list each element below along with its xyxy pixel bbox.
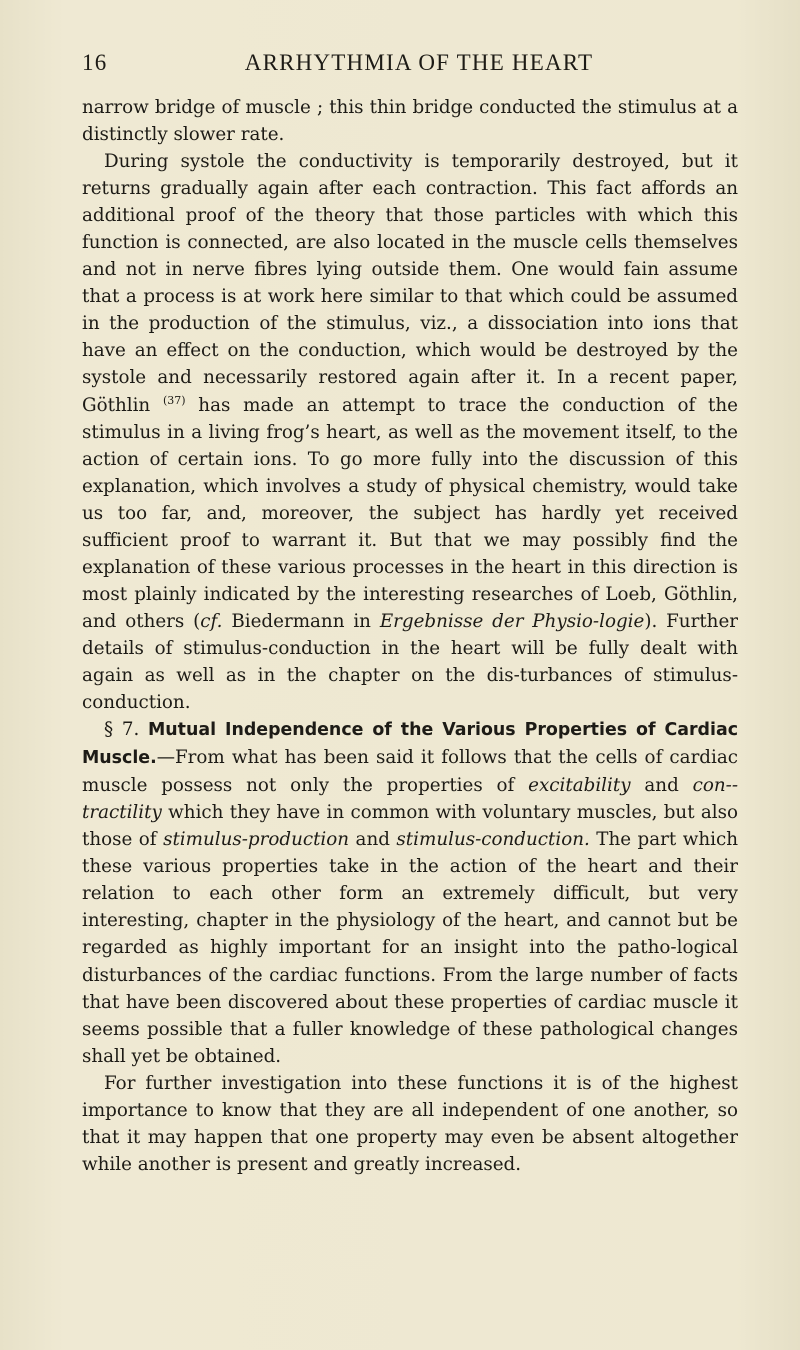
italic-term: excitability [528, 775, 631, 797]
body-text [82, 94, 738, 1178]
paragraph-text: —From what has been said it follows that the cells of cardiac muscle possess not only the properties of [82, 747, 738, 797]
page-number: 16 [82, 50, 108, 75]
paragraph-text: and [644, 775, 679, 797]
running-head [82, 50, 738, 78]
paragraph-text: During systole the conductivity is temporarily destroyed, but it returns gradually again after each contraction. This fact affords an additional proof of the theory that those particles with which this function is connected, are also located in the muscle cells themselves and not in nerve fibres lying outside them. One would fain assume that a process is at work here similar to that which could be assumed in the production of the stimulus, viz., a dissociation into ions that have an effect on the conduction, which would be destroyed by the systole and necessarily restored again after it. In a recent paper, Göthlin [82, 151, 738, 416]
paragraph-conductivity [82, 148, 738, 716]
italic-cf: cf. [200, 610, 223, 632]
paragraph-section-7 [82, 716, 738, 1070]
paragraph-continuation [82, 94, 738, 148]
italic-work-title: Ergebnisse der Physio-logie [379, 610, 645, 632]
paragraph-text: has made an attempt to trace the conduction of the stimulus in a living frog’s heart, as well as the movement itself, to the action of certain ions. To go more fully into the discussion of this explanation, which involves a study of physical chemistry, would take us too far, and, moreover, the subject has hardly yet received sufficient proof to warrant it. But that we may possibly find the explanation of these various processes in the heart in this direction is most plainly indicated by the interesting researches of Loeb, Göthlin, and others ( [82, 394, 739, 632]
paragraph-text: For further investigation into these functions it is of the highest importance to know that they are all independent of one another, so that it may happen that one property may even be absent altogether while another is present and greatly increased. [82, 1072, 738, 1175]
section-number: § 7. [104, 719, 140, 741]
section-heading: Mutual Independence of the Various Properties of Cardiac Muscle. [82, 720, 738, 769]
italic-term: stimulus-production [163, 829, 350, 851]
paragraph-text: The part which these various properties take in the action of the heart and their relation to each other form an extremely difficult, but very interesting, chapter in the physiology of the heart, and cannot but be regarded as highly important for an insight into the patho-logical disturbances of the cardiac functions. From the large number of facts that have been discovered about these properties of cardiac muscle it seems possible that a fuller knowledge of these pathological changes shall yet be obtained. [82, 829, 739, 1067]
paragraph-text: which they have in common with voluntary muscles, but also those of [82, 802, 739, 851]
running-title: ARRHYTHMIA OF THE HEART [244, 50, 594, 75]
italic-term: con-tractility [82, 775, 739, 824]
italic-term: stimulus-conduction. [396, 829, 590, 851]
paragraph-text: Biedermann in [231, 610, 371, 632]
paragraph-text: narrow bridge of muscle ; this thin bridge conducted the stimulus at a distinctly slower rate. [82, 97, 738, 146]
paragraph-text: ). Further details of stimulus-conduction in the heart will be fully dealt with again as well as in the chapter on the dis-turbances of stimulus-conduction. [82, 610, 739, 714]
paragraph-independence [82, 1070, 738, 1178]
paragraph-text: and [355, 829, 390, 851]
citation-marker: (37) [162, 393, 186, 407]
